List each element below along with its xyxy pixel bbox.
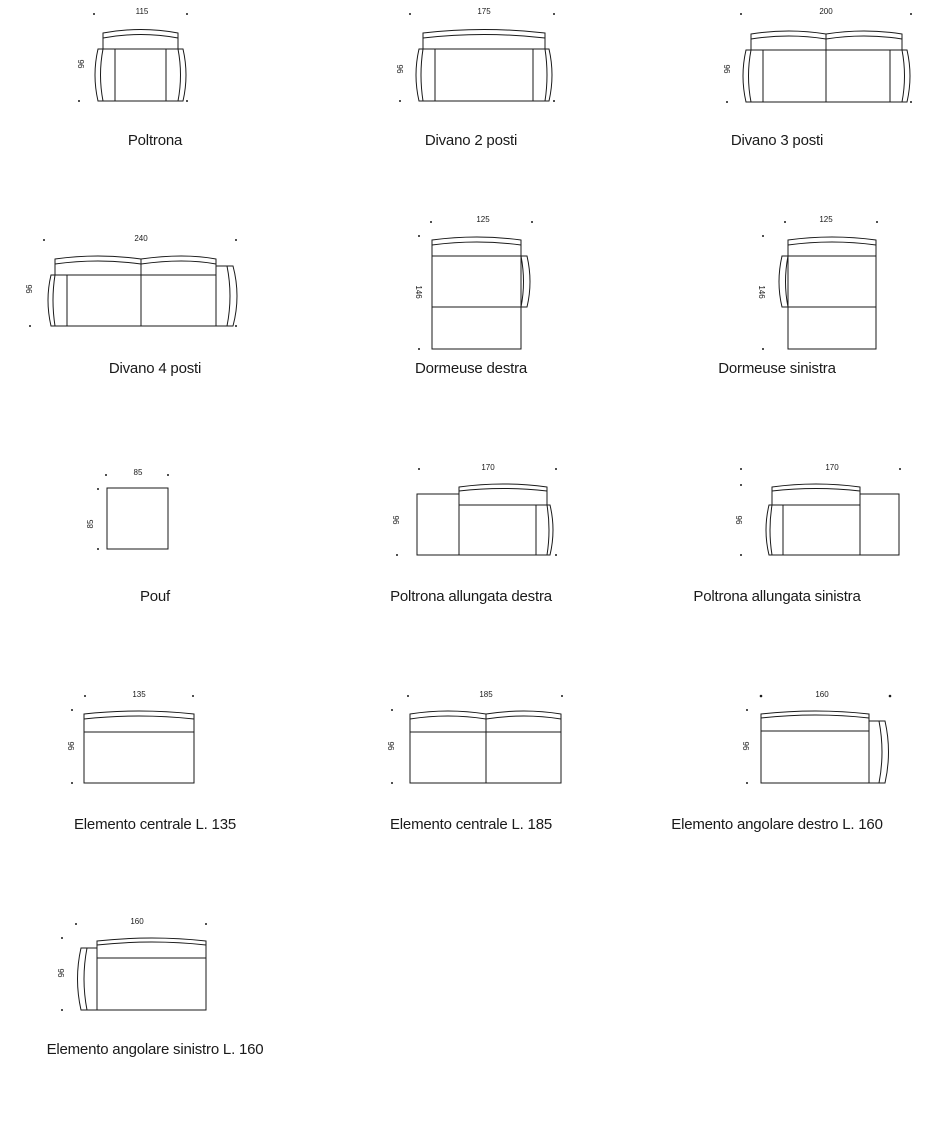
width-dimension: 135 [132,690,146,699]
width-dimension: 160 [815,690,829,699]
width-dimension: 200 [819,7,833,16]
depth-dimension: 96 [395,64,404,74]
depth-dimension: 96 [391,515,400,525]
module-elemento-angolare-sinistro [0,912,310,1140]
width-dimension: 175 [477,7,491,16]
module-elemento-centrale-185 [316,684,626,912]
module-divano-3-posti [622,0,932,228]
module-poltrona-allungata-sinistra [622,456,932,684]
depth-dimension: 96 [66,741,75,751]
module-elemento-angolare-destro [622,684,932,912]
module-label: Elemento centrale L. 135 [74,816,236,833]
module-divano-2-posti [316,0,626,228]
width-dimension: 125 [819,215,833,224]
width-dimension: 170 [481,463,495,472]
module-elemento-centrale-135 [0,684,310,912]
depth-dimension: 146 [414,285,423,299]
module-dormeuse-sinistra [622,215,932,456]
module-label: Pouf [139,588,171,605]
width-dimension: 160 [130,917,144,926]
module-label: Divano 3 posti [730,132,824,149]
module-label: Elemento angolare sinistro L. 160 [46,1041,264,1058]
module-label: Divano 4 posti [108,360,202,377]
width-dimension: 240 [134,234,148,243]
module-label: Dormeuse destra [414,360,528,377]
width-dimension: 125 [476,215,490,224]
module-label: Divano 2 posti [424,132,518,149]
module-poltrona [0,0,310,228]
module-label: Poltrona allungata destra [390,588,552,605]
module-poltrona-allungata-destra [316,456,626,684]
module-label: Elemento angolare destro L. 160 [671,816,883,833]
module-label: Poltrona [127,132,183,149]
width-dimension: 185 [479,690,493,699]
module-label: Elemento centrale L. 185 [390,816,552,833]
module-dormeuse-destra [316,215,626,456]
depth-dimension: 96 [76,59,85,69]
depth-dimension: 96 [741,741,750,751]
width-dimension: 85 [133,468,143,477]
depth-dimension: 146 [757,285,766,299]
module-label: Poltrona allungata sinistra [693,588,861,605]
width-dimension: 170 [825,463,839,472]
depth-dimension: 96 [734,515,743,525]
module-pouf [0,456,310,684]
module-divano-4-posti [0,228,310,456]
depth-dimension: 96 [24,284,33,294]
depth-dimension: 96 [56,968,65,978]
module-label: Dormeuse sinistra [718,360,836,377]
depth-dimension: 96 [386,741,395,751]
depth-dimension: 85 [86,519,95,529]
depth-dimension: 96 [722,64,731,74]
width-dimension: 115 [135,7,149,16]
